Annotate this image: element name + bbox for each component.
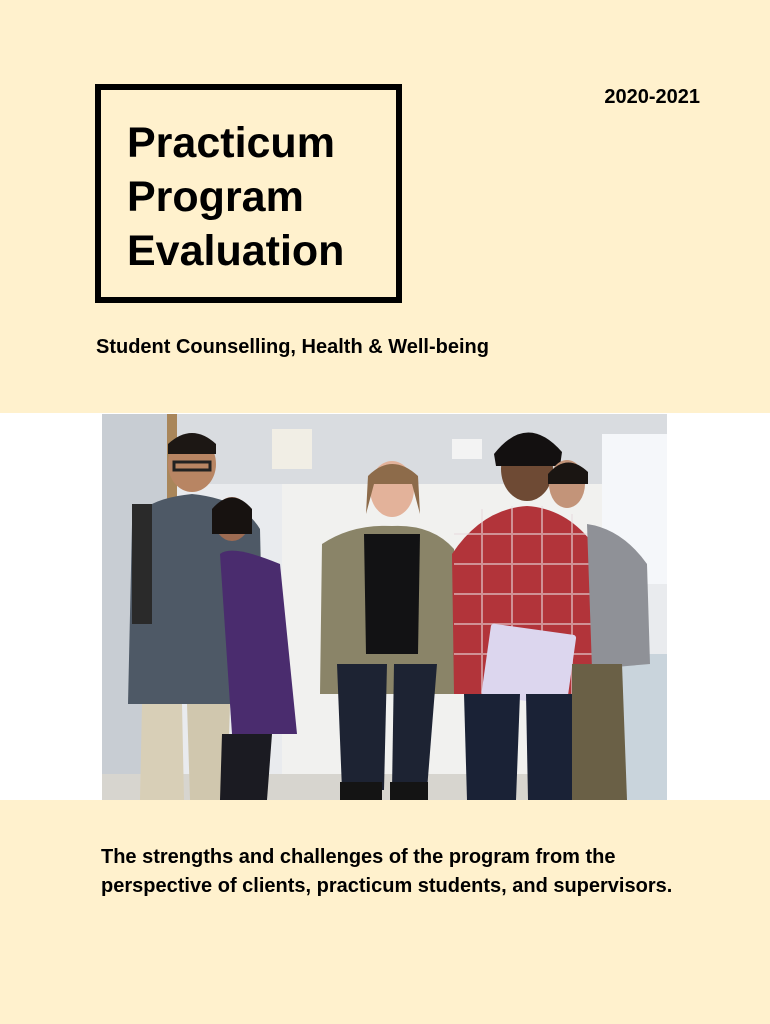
bottom-banner (0, 800, 770, 1024)
department-subtitle: Student Counselling, Health & Well-being (96, 336, 489, 358)
year-label: 2020-2021 (604, 86, 700, 108)
title-box (95, 84, 402, 303)
students-walking-photo (102, 414, 667, 800)
cover-description: The strengths and challenges of the program from the perspective of clients, practicum students, and supervisors. (101, 846, 673, 897)
title-line-1: Practicum (127, 119, 335, 167)
title-line-2: Program (127, 173, 304, 221)
title-line-3: Evaluation (127, 227, 345, 275)
